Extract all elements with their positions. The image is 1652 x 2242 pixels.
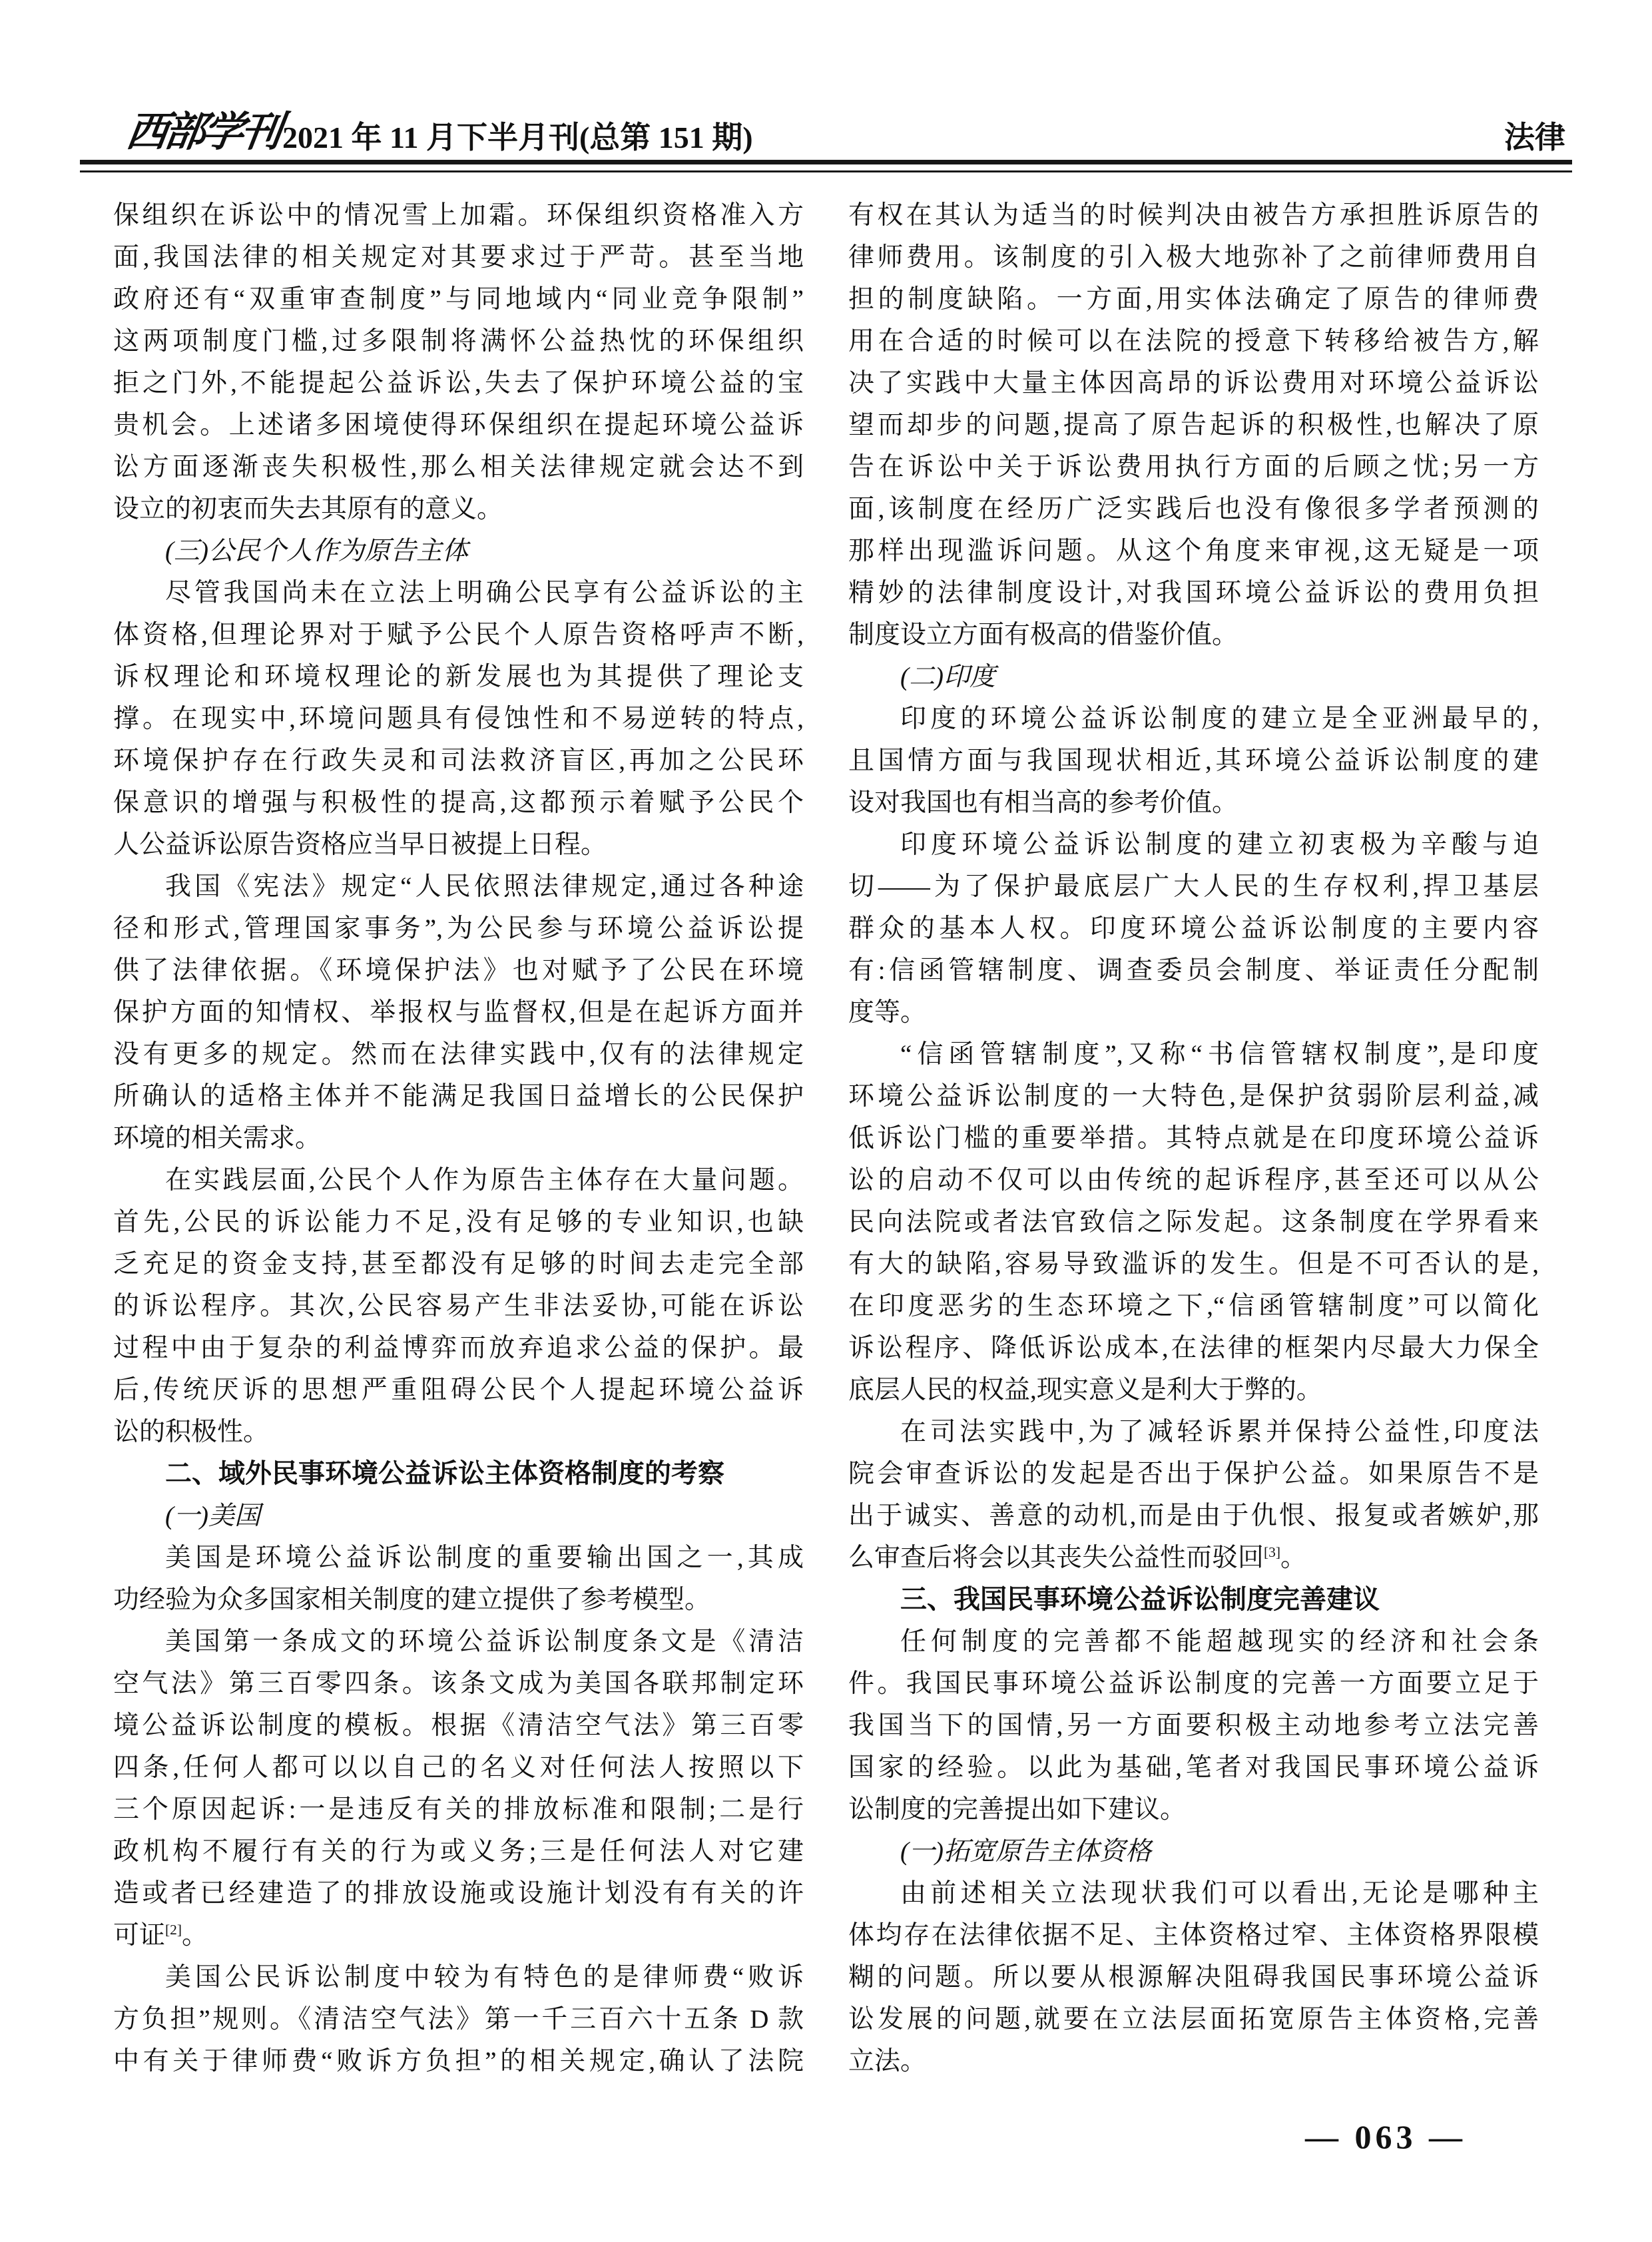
text-line: 径和形式,管理国家事务”,为公民参与环境公益诉讼提: [113, 914, 804, 943]
text-segment: 。: [1280, 1543, 1307, 1572]
text-line: 我国当下的国情,另一方面要积极主动地参考立法完善: [848, 1711, 1539, 1740]
text-line: 国家的经验。以此为基础,笔者对我国民事环境公益诉: [848, 1753, 1539, 1782]
text-line: 件。我国民事环境公益诉讼制度的完善一方面要立足于: [848, 1669, 1539, 1698]
text-line: 用在合适的时候可以在法院的授意下转移给被告方,解: [848, 327, 1539, 356]
text-line: 过程中由于复杂的利益博弈而放弃追求公益的保护。最: [113, 1334, 804, 1362]
text-line: 在司法实践中,为了减轻诉累并保持公益性,印度法: [900, 1418, 1539, 1446]
text-line: 撑。在现实中,环境问题具有侵蚀性和不易逆转的特点,: [113, 704, 804, 733]
text-line: 面,我国法律的相关规定对其要求过于严苛。甚至当地: [113, 243, 804, 272]
text-line: 印度的环境公益诉讼制度的建立是全亚洲最早的,: [900, 704, 1539, 733]
text-line: 诉权理论和环境权理论的新发展也为其提供了理论支: [113, 663, 804, 691]
text-line: 保护方面的知情权、举报权与监督权,但是在起诉方面并: [113, 998, 804, 1027]
text-line: 决了实践中大量主体因高昂的诉讼费用对环境公益诉讼: [848, 369, 1539, 398]
text-line: 功经验为众多国家相关制度的建立提供了参考模型。: [113, 1585, 711, 1614]
text-line: 二、域外民事环境公益诉讼主体资格制度的考察: [165, 1459, 724, 1488]
text-line: 院会审查诉讼的发起是否出于保护公益。如果原告不是: [848, 1460, 1539, 1488]
text-line: 空气法》第三百零四条。该条文成为美国各联邦制定环: [113, 1669, 804, 1698]
text-line: 境公益诉讼制度的模板。根据《清洁空气法》第三百零: [113, 1711, 804, 1740]
text-line: 讼的启动不仅可以由传统的起诉程序,甚至还可以从公: [848, 1166, 1539, 1195]
text-line: 贵机会。上述诸多困境使得环保组织在提起环境公益诉: [113, 411, 804, 439]
text-line: 三、我国民事环境公益诉讼制度完善建议: [900, 1585, 1380, 1614]
text-line: 政机构不履行有关的行为或义务;三是任何法人对它建: [113, 1837, 804, 1866]
text-line: 人公益诉讼原告资格应当早日被提上日程。: [113, 830, 607, 859]
text-line: [848, 1537, 1539, 1579]
text-segment: 可证: [113, 1921, 166, 1950]
text-line: 精妙的法律制度设计,对我国环境公益诉讼的费用负担: [848, 579, 1539, 607]
journal-logo: 西部学刊: [123, 110, 282, 155]
text-line: 所确认的适格主体并不能满足我国日益增长的公民保护: [113, 1082, 804, 1111]
text-line: 度等。: [848, 998, 927, 1027]
text-line: 望而却步的问题,提高了原告起诉的积极性,也解决了原: [848, 411, 1539, 439]
text-line: 底层人民的权益,现实意义是利大于弊的。: [848, 1376, 1322, 1404]
text-line: (三)公民个人作为原告主体: [165, 537, 468, 565]
text-line: 四条,任何人都可以以自己的名义对任何法人按照以下: [113, 1753, 804, 1782]
text-line: 任何制度的完善都不能超越现实的经济和社会条: [900, 1627, 1539, 1656]
footnote-marker: [3]: [1264, 1544, 1281, 1560]
text-line: 在印度恶劣的生态环境之下,“信函管辖制度”可以简化: [848, 1292, 1539, 1320]
text-line: (二)印度: [900, 663, 995, 691]
page-number: [1305, 2117, 1466, 2156]
text-line: (一)美国: [165, 1502, 260, 1530]
text-line: 讼发展的问题,就要在立法层面拓宽原告主体资格,完善: [848, 2005, 1539, 2034]
text-line: 首先,公民的诉讼能力不足,没有足够的专业知识,也缺: [113, 1208, 804, 1237]
text-line: 印度环境公益诉讼制度的建立初衷极为辛酸与迫: [900, 830, 1539, 859]
text-line: 低诉讼门槛的重要举措。其特点就是在印度环境公益诉: [848, 1124, 1539, 1153]
text-segment: 么审查后将会以其丧失公益性而驳回: [848, 1543, 1264, 1572]
text-line: 方负担”规则。《清洁空气法》第一千三百六十五条 D 款: [113, 2005, 804, 2034]
text-line: 讼方面逐渐丧失积极性,那么相关法律规定就会达不到: [113, 453, 804, 481]
section-label: 法律: [1504, 121, 1565, 154]
text-line: 保意识的增强与积极性的提高,这都预示着赋予公民个: [113, 788, 804, 817]
text-line: 美国是环境公益诉讼制度的重要输出国之一,其成: [165, 1543, 804, 1572]
page-number-text: — 063 —: [1305, 2118, 1466, 2155]
left-column: [113, 194, 804, 2082]
text-line: 由前述相关立法现状我们可以看出,无论是哪种主: [900, 1879, 1539, 1908]
text-line: 三个原因起诉:一是违反有关的排放标准和限制;二是行: [113, 1795, 804, 1824]
text-line: 体资格,但理论界对于赋予公民个人原告资格呼声不断,: [113, 621, 804, 649]
text-line: 有:信函管辖制度、调查委员会制度、举证责任分配制: [848, 956, 1539, 985]
text-line: 切——为了保护最底层广大人民的生存权利,捍卫基层: [848, 872, 1539, 901]
text-line: 设对我国也有相当高的参考价值。: [848, 788, 1239, 817]
text-line: 出于诚实、善意的动机,而是由于仇恨、报复或者嫉妒,那: [848, 1502, 1539, 1530]
text-line: 讼制度的完善提出如下建议。: [848, 1795, 1187, 1824]
text-line: 制度设立方面有极高的借鉴价值。: [848, 621, 1239, 649]
text-segment: 。: [182, 1921, 208, 1950]
text-line: “信函管辖制度”,又称“书信管辖权制度”,是印度: [900, 1040, 1539, 1069]
text-line: 环境公益诉讼制度的一大特色,是保护贫弱阶层利益,减: [848, 1082, 1539, 1111]
text-line: 美国第一条成文的环境公益诉讼制度条文是《清洁: [165, 1627, 804, 1656]
text-line: 体均存在法律依据不足、主体资格过窄、主体资格界限模: [848, 1921, 1539, 1950]
text-line: 中有关于律师费“败诉方负担”的相关规定,确认了法院: [113, 2047, 804, 2076]
text-line: 面,该制度在经历广泛实践后也没有像很多学者预测的: [848, 495, 1539, 523]
text-line: 讼的积极性。: [113, 1418, 270, 1446]
text-line: (一)拓宽原告主体资格: [900, 1837, 1151, 1866]
text-line: 保组织在诉讼中的情况雪上加霜。环保组织资格准入方: [113, 201, 804, 230]
text-line: 环境的相关需求。: [113, 1124, 322, 1153]
text-line: 造或者已经建造了的排放设施或设施计划没有有关的许: [113, 1879, 804, 1908]
text-line: 糊的问题。所以要从根源解决阻碍我国民事环境公益诉: [848, 1963, 1539, 1992]
text-line: 的诉讼程序。其次,公民容易产生非法妥协,可能在诉讼: [113, 1292, 804, 1320]
issue-info: 2021 年 11 月下半月刊(总第 151 期): [282, 121, 753, 154]
text-line: 我国《宪法》规定“人民依照法律规定,通过各种途: [165, 872, 804, 901]
text-line: 立法。: [848, 2047, 927, 2076]
text-line: 有权在其认为适当的时候判决由被告方承担胜诉原告的: [848, 201, 1539, 230]
text-line: 在实践层面,公民个人作为原告主体存在大量问题。: [165, 1166, 804, 1195]
text-line: 拒之门外,不能提起公益诉讼,失去了保护环境公益的宝: [113, 369, 804, 398]
text-line: 民向法院或者法官致信之际发起。这条制度在学界看来: [848, 1208, 1539, 1237]
text-line: 设立的初衷而失去其原有的意义。: [113, 495, 503, 523]
text-line: [113, 1914, 804, 1956]
right-column: [848, 194, 1539, 2082]
text-line: 且国情方面与我国现状相近,其环境公益诉讼制度的建: [848, 746, 1539, 775]
text-line: 告在诉讼中关于诉讼费用执行方面的后顾之忧;另一方: [848, 453, 1539, 481]
text-line: 没有更多的规定。然而在法律实践中,仅有的法律规定: [113, 1040, 804, 1069]
text-line: 美国公民诉讼制度中较为有特色的是律师费“败诉: [165, 1963, 804, 1992]
text-line: 环境保护存在行政失灵和司法救济盲区,再加之公民环: [113, 746, 804, 775]
text-line: 乏充足的资金支持,甚至都没有足够的时间去走完全部: [113, 1250, 804, 1278]
text-line: 那样出现滥诉问题。从这个角度来审视,这无疑是一项: [848, 537, 1539, 565]
text-line: 供了法律依据。《环境保护法》也对赋予了公民在环境: [113, 956, 804, 985]
text-line: 群众的基本人权。印度环境公益诉讼制度的主要内容: [848, 914, 1539, 943]
footnote-marker: [2]: [165, 1922, 182, 1938]
text-line: 尽管我国尚未在立法上明确公民享有公益诉讼的主: [165, 579, 804, 607]
text-line: 担的制度缺陷。一方面,用实体法确定了原告的律师费: [848, 285, 1539, 314]
text-line: 这两项制度门槛,过多限制将满怀公益热忱的环保组织: [113, 327, 804, 356]
header-rule: [80, 160, 1572, 172]
text-line: 有大的缺陷,容易导致滥诉的发生。但是不可否认的是,: [848, 1250, 1539, 1278]
text-line: 诉讼程序、降低诉讼成本,在法律的框架内尽最大力保全: [848, 1334, 1539, 1362]
text-line: 政府还有“双重审查制度”与同地域内“同业竞争限制”: [113, 285, 804, 314]
page-header: [80, 100, 1572, 153]
text-line: 后,传统厌诉的思想严重阻碍公民个人提起环境公益诉: [113, 1376, 804, 1404]
text-line: 律师费用。该制度的引入极大地弥补了之前律师费用自: [848, 243, 1539, 272]
